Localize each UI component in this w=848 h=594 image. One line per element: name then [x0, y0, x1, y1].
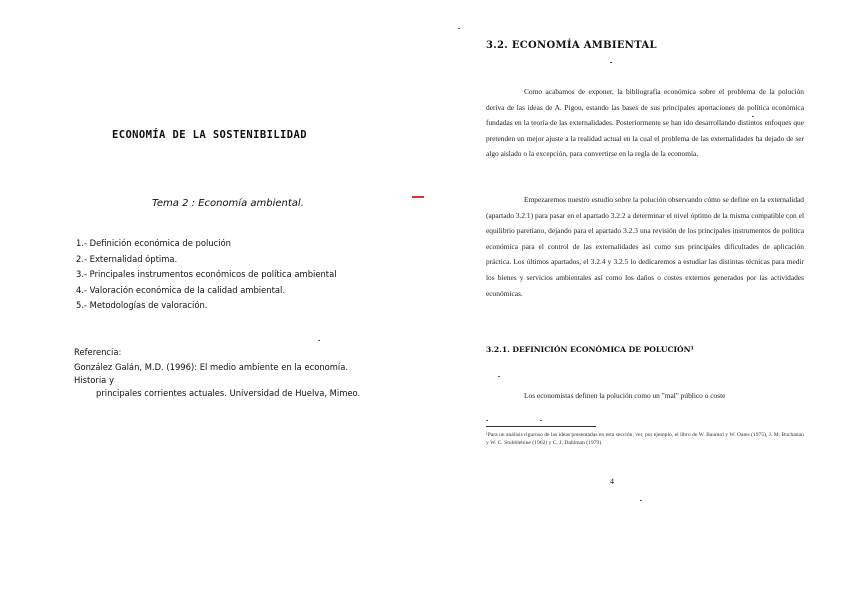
paragraph: Empezaremos nuestro estudio sobre la polución observando cómo se define en la externalidad (apartado 3.2.1) para pasar en el apartado 3.2.2 a determinar el nivel óptimo de la misma compatible con el equilibrio paretiano, dejando para el apartado 3.2.3 una revisión de los principales instrumentos de política económica para el control de las externalidades así como sus principales dificultades de aplicación práctica. Los últimos apartados, el 3.2.4 y 3.2.5 lo dedicaremos a estudiar las distintas técnicas para medir los bienes y servicios ambientales así como los daños o costes externos generados por las actividades económicas. — [486, 195, 804, 298]
references-heading: Referencia: — [74, 347, 122, 357]
scan-speck — [318, 340, 320, 341]
section-title: 3.2. ECONOMÍA AMBIENTAL — [486, 40, 657, 51]
list-item: 4.- Valoración económica de la calidad ambiental. — [76, 284, 286, 295]
tema-heading: Tema 2 : Economía ambiental. — [152, 198, 304, 209]
scan-speck — [486, 420, 488, 421]
footnote-divider — [486, 426, 596, 427]
list-item: 3.- Principales instrumentos económicos de política ambiental — [76, 269, 337, 280]
scan-speck — [640, 500, 642, 501]
page-number: 4 — [610, 477, 614, 486]
topic-list — [76, 236, 337, 314]
list-item: 2.- Externalidad óptima. — [76, 253, 178, 264]
reference-line: González Galán, M.D. (1996): El medio ambiente en la economía. Historia y — [74, 362, 349, 385]
scan-speck — [498, 376, 500, 377]
list-item: 1.- Definición económica de polución — [76, 238, 231, 248]
scan-speck — [540, 420, 542, 421]
subsection-title: 3.2.1. DEFINICIÓN ECONÓMICA DE POLUCIÓN¹ — [486, 345, 694, 354]
page-title: ECONOMÍA DE LA SOSTENIBILIDAD — [112, 129, 307, 141]
footnote: ¹Para un análisis riguroso de las ideas presentadas en esta sección, ver, por ejemplo, el libro de W. Baumol y W. Oates (1975), J. M. Buchanan y W. C. Stubblebine (1962) y C. J. Dahlman (1979). — [486, 432, 804, 447]
paragraph: Los economistas definen la polución como un "mal" público o coste — [524, 391, 726, 400]
scan-speck — [458, 28, 460, 29]
reference-line: principales corrientes actuales. Universidad de Huelva, Mimeo. — [96, 388, 361, 398]
scan-speck — [610, 62, 612, 63]
list-item: 5.- Metodologías de valoración. — [76, 300, 208, 311]
right-page — [424, 0, 848, 594]
paragraph: Como acabamos de exponer, la bibliografía económica sobre el problema de la polución deriva de las ideas de A. Pigou, estando las bases de sus principales aportaciones de política económica fundadas en la teoría de las externalidades. Posteriormente se han ido desarrollando distintos enfoques que pretenden un mejor ajuste a la realidad actual en la cual el problema de las externalidades ha dejado de ser algo aislado o la excepción, para convertirse en la regla de la economía. — [486, 87, 804, 159]
scan-speck — [752, 116, 754, 117]
reference-entry — [74, 361, 374, 400]
